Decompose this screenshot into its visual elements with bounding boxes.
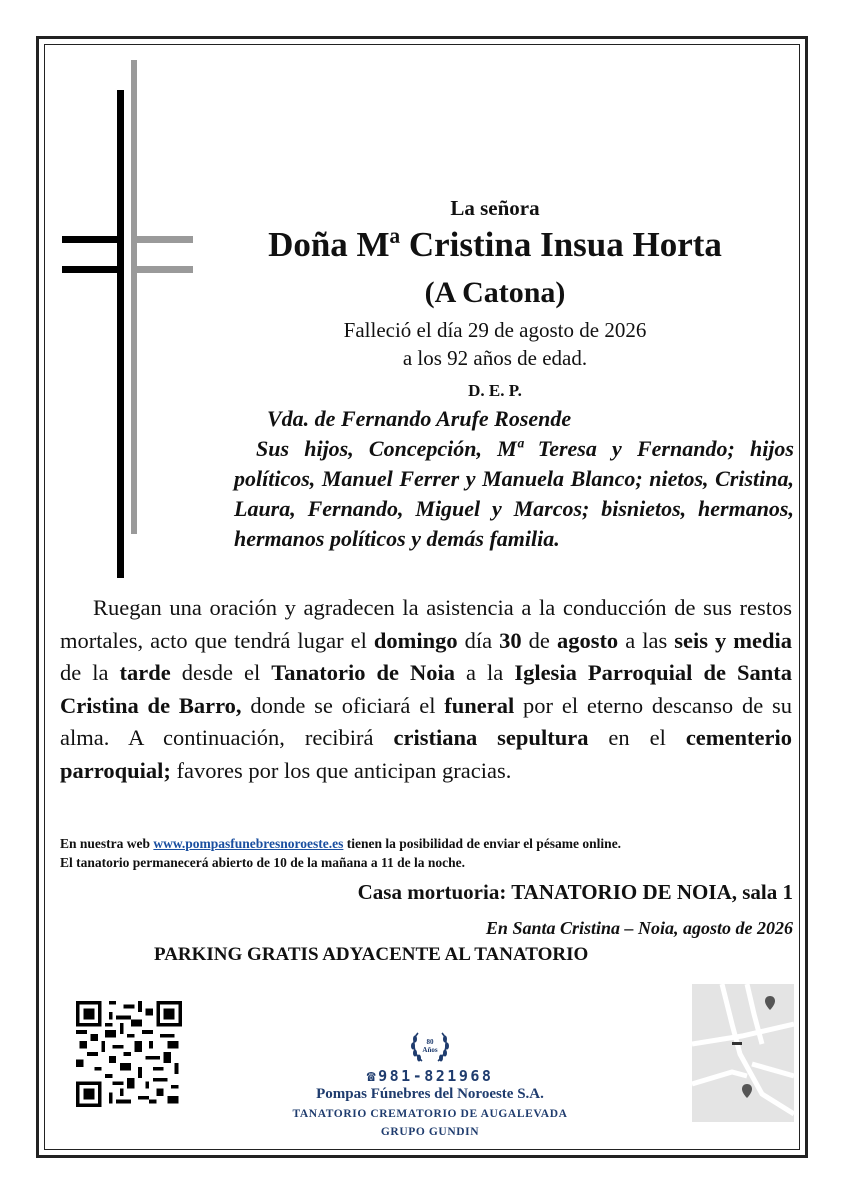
announcement-part: Ruegan una oración y agradecen la asistencia a la conducción de sus restos mortales, acto que tendrá lugar el bbox=[60, 595, 792, 653]
logo-number: 80 bbox=[426, 1038, 434, 1046]
qr-code-icon[interactable] bbox=[76, 1001, 182, 1107]
announcement-part: a la bbox=[455, 660, 515, 685]
announcement-part: a las bbox=[618, 627, 675, 653]
announcement-part: de bbox=[521, 627, 557, 653]
notes-block bbox=[60, 834, 800, 872]
age-line: a los 92 años de edad. bbox=[402, 346, 588, 370]
relatives-text: Sus hijos, Concepción, Mª Teresa y Fernando; hijos políticos, Manuel Ferrer y Manuela Blanco; nietos, Cristina, Laura, Fernando, Miguel y Marcos; bisnietos, hermanos, hermanos políticos y demás familia. bbox=[234, 436, 794, 551]
company-subtitle: TANATORIO CREMATORIO DE AUGALEVADA bbox=[292, 1108, 568, 1120]
announcement-part: día bbox=[457, 627, 500, 653]
announcement-bold: Iglesia Parroquial de Santa Cristina de Barro, bbox=[60, 660, 792, 718]
announcement-bold: agosto bbox=[556, 627, 619, 653]
anniversary-logo-text bbox=[408, 1038, 452, 1054]
family-block bbox=[234, 404, 794, 554]
place-date-line: En Santa Cristina – Noia, agosto de 2026 bbox=[485, 918, 793, 938]
widow-line: Vda. de Fernando Arufe Rosende bbox=[267, 406, 572, 431]
logo-word: Años bbox=[422, 1046, 438, 1054]
web-note bbox=[60, 834, 800, 853]
announcement-part: favores por los que anticipan gracias. bbox=[170, 757, 512, 783]
death-date: Falleció el día 29 de agosto de 2026 bbox=[343, 318, 647, 342]
company-phone: ☎981-821968 bbox=[366, 1067, 494, 1085]
website-link[interactable]: www.pompasfunebresnoroeste.es bbox=[153, 836, 344, 851]
announcement-bold: cristiana sepultura bbox=[393, 725, 589, 750]
announcement-bold: domingo bbox=[373, 627, 458, 653]
deceased-name: Doña Mª Cristina Insua Horta bbox=[268, 225, 722, 264]
parking-note: PARKING GRATIS ADYACENTE AL TANATORIO bbox=[154, 944, 589, 965]
company-name: Pompas Fúnebres del Noroeste S.A. bbox=[316, 1086, 544, 1102]
announcement-part: por el eterno descanso de su alma. A continuación, recibirá bbox=[60, 692, 792, 750]
announcement-bold: tarde bbox=[119, 660, 171, 685]
announcement-text bbox=[60, 592, 792, 787]
announcement-bold: Tanatorio de Noia bbox=[271, 660, 456, 685]
location-map[interactable] bbox=[692, 984, 794, 1122]
title-line: La señora bbox=[450, 196, 540, 220]
dep-line: D. E. P. bbox=[468, 381, 522, 400]
cross-icon bbox=[60, 60, 200, 580]
announcement-bold: seis y media bbox=[674, 627, 792, 653]
announcement-bold: cementerio parroquial; bbox=[60, 725, 792, 783]
announcement-bold: funeral bbox=[444, 692, 515, 718]
hours-note: El tanatorio permanecerá abierto de 10 de la mañana a 11 de la noche. bbox=[60, 855, 465, 870]
deceased-alias: (A Catona) bbox=[424, 276, 566, 309]
web-note-prefix: En nuestra web bbox=[60, 836, 154, 851]
announcement-bold: 30 bbox=[499, 627, 522, 653]
announcement-part: en el bbox=[588, 725, 686, 750]
web-note-suffix: tienen la posibilidad de enviar el pésame online. bbox=[343, 836, 622, 851]
funeral-home-line: Casa mortuoria: TANATORIO DE NOIA, sala 1 bbox=[357, 880, 793, 904]
announcement-part: de la bbox=[60, 660, 120, 685]
company-group: GRUPO GUNDIN bbox=[380, 1126, 480, 1138]
announcement-part: desde el bbox=[170, 660, 272, 685]
announcement-part: donde se oficiará el bbox=[241, 692, 445, 718]
